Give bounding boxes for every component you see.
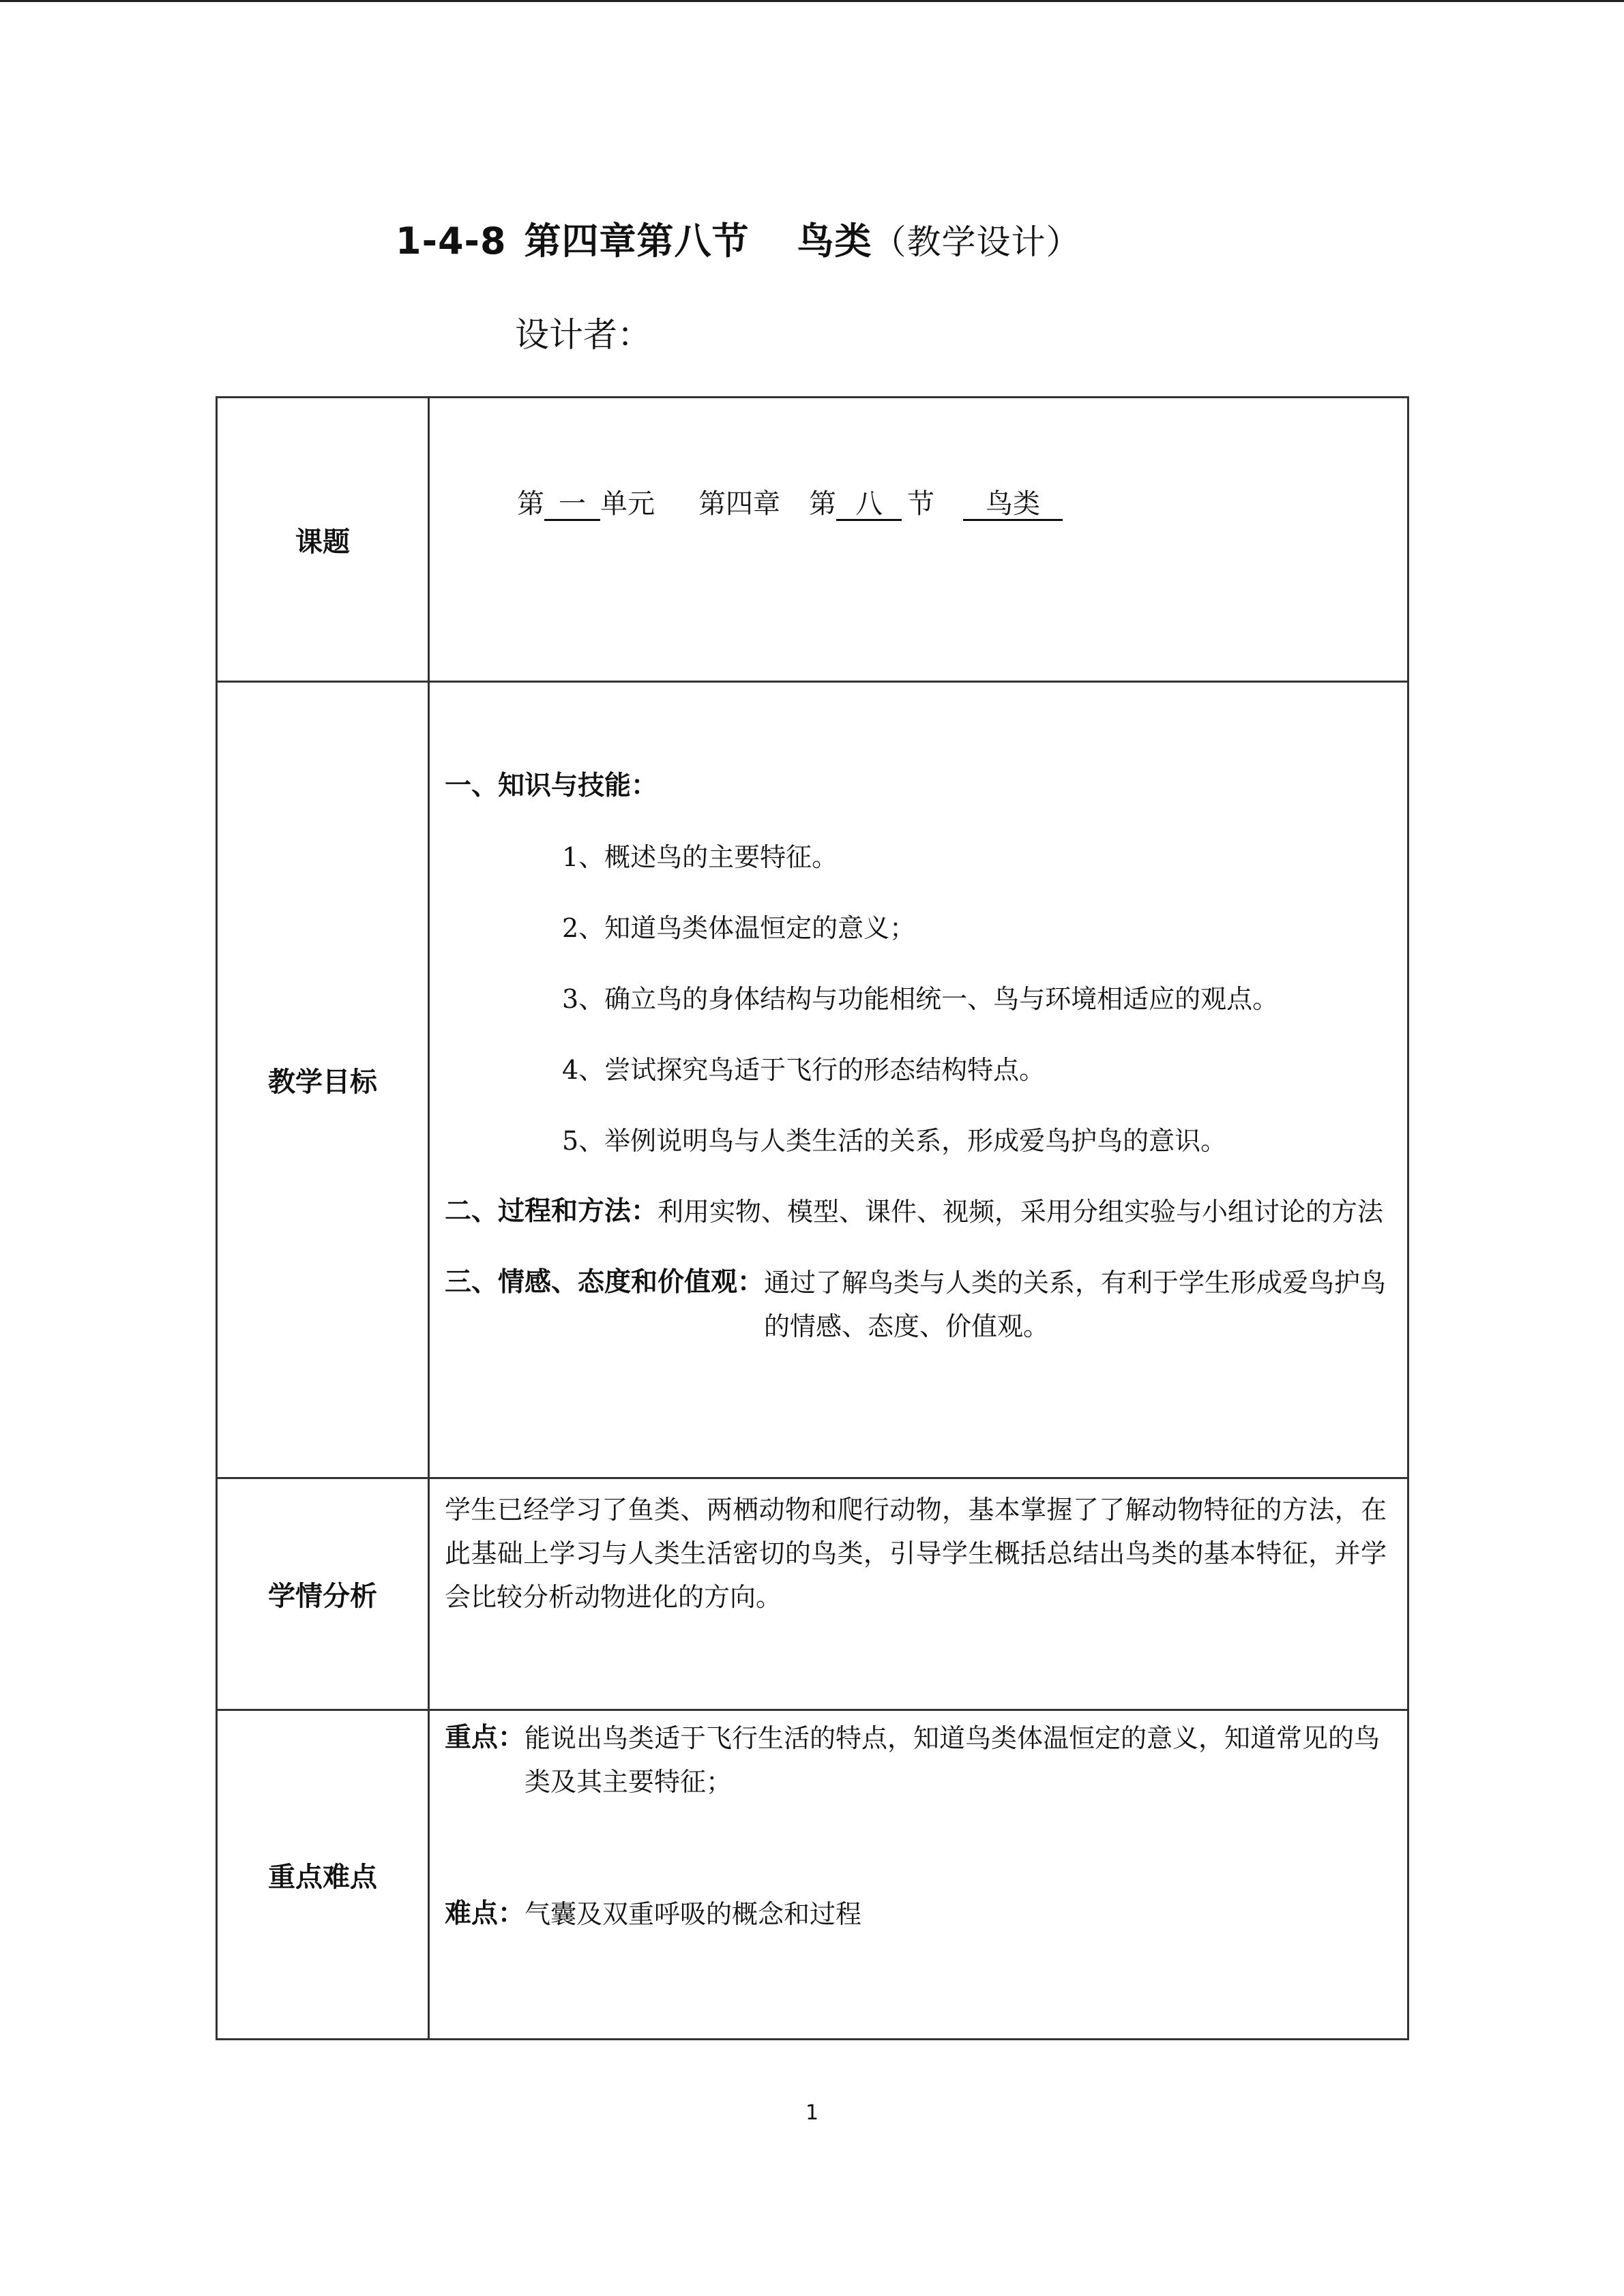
lesson-name: 鸟类 (963, 489, 1063, 521)
knowledge-item: 4、尝试探究鸟适于飞行的形态结构特点。 (562, 1054, 1046, 1085)
designer-label: 设计者： (515, 315, 651, 355)
process-heading: 二、过程和方法： (445, 1195, 658, 1227)
topic-label: 课题 (217, 398, 429, 682)
analysis-cell (429, 1478, 1408, 1710)
keypoints-label: 重点难点 (217, 1710, 429, 2040)
title-chapter-section: 第四章第八节 (524, 220, 750, 263)
table-row-topic (217, 398, 1408, 682)
knowledge-item: 2、知道鸟类体温恒定的意义； (562, 912, 916, 943)
section-suffix: 节 (907, 488, 934, 520)
chapter-prefix: 第四 (698, 488, 753, 520)
title-suffix: （教学设计） (872, 222, 1081, 262)
topic-cell (429, 398, 1408, 682)
unit-prefix: 第 (517, 488, 544, 520)
emotion-text: 通过了解鸟类与人类的关系，有利于学生形成爱鸟护鸟的情感、态度、价值观。 (764, 1267, 1387, 1341)
knowledge-item: 3、确立鸟的身体结构与功能相统一、鸟与环境相适应的观点。 (562, 983, 1279, 1014)
table-row-goals (217, 682, 1408, 1478)
chapter-suffix: 章 (753, 488, 780, 520)
knowledge-item: 1、概述鸟的主要特征。 (562, 841, 838, 872)
knowledge-item: 5、举例说明鸟与人类生活的关系，形成爱鸟护鸟的意识。 (562, 1125, 1227, 1156)
emotion-heading: 三、情感、态度和价值观： (445, 1266, 765, 1298)
section-prefix: 第 (809, 488, 836, 520)
topic-line (430, 482, 1407, 526)
process-text: 利用实物、模型、课件、视频，采用分组实验与小组讨论的方法 (658, 1196, 1384, 1227)
difficult-point (445, 1892, 861, 1936)
knowledge-heading: 一、知识与技能： (445, 770, 658, 801)
unit-suffix: 单元 (600, 488, 655, 520)
title-code: 1-4-8 (396, 220, 507, 263)
table-row-keypoints (217, 1710, 1408, 2040)
goals-label: 教学目标 (217, 682, 429, 1478)
goals-cell (429, 682, 1408, 1478)
title-topic: 鸟类 (797, 220, 872, 263)
analysis-label: 学情分析 (217, 1478, 429, 1710)
table-row-analysis (217, 1478, 1408, 1710)
key-text: 能说出鸟类适于飞行生活的特点，知道鸟类体温恒定的意义，知道常见的鸟类及其主要特征； (525, 1723, 1381, 1797)
key-point (445, 1716, 1387, 1804)
page-number: 1 (805, 2101, 819, 2125)
difficult-text: 气囊及双重呼吸的概念和过程 (525, 1899, 862, 1929)
process-method (445, 1190, 1387, 1234)
unit-value: 一 (544, 489, 600, 521)
difficult-label: 难点： (445, 1898, 525, 1929)
lesson-plan-table (216, 396, 1409, 2040)
key-label: 重点： (445, 1723, 525, 1753)
analysis-text: 学生已经学习了鱼类、两栖动物和爬行动物，基本掌握了了解动物特征的方法，在此基础上学习与人类生活密切的鸟类，引导学生概括总结出鸟类的基本特征，并学会比较分析动物进化的方向。 (445, 1494, 1387, 1612)
section-value: 八 (836, 489, 902, 521)
keypoints-cell (429, 1710, 1408, 2040)
document-title (396, 212, 1081, 265)
emotion-values (445, 1261, 1387, 1348)
